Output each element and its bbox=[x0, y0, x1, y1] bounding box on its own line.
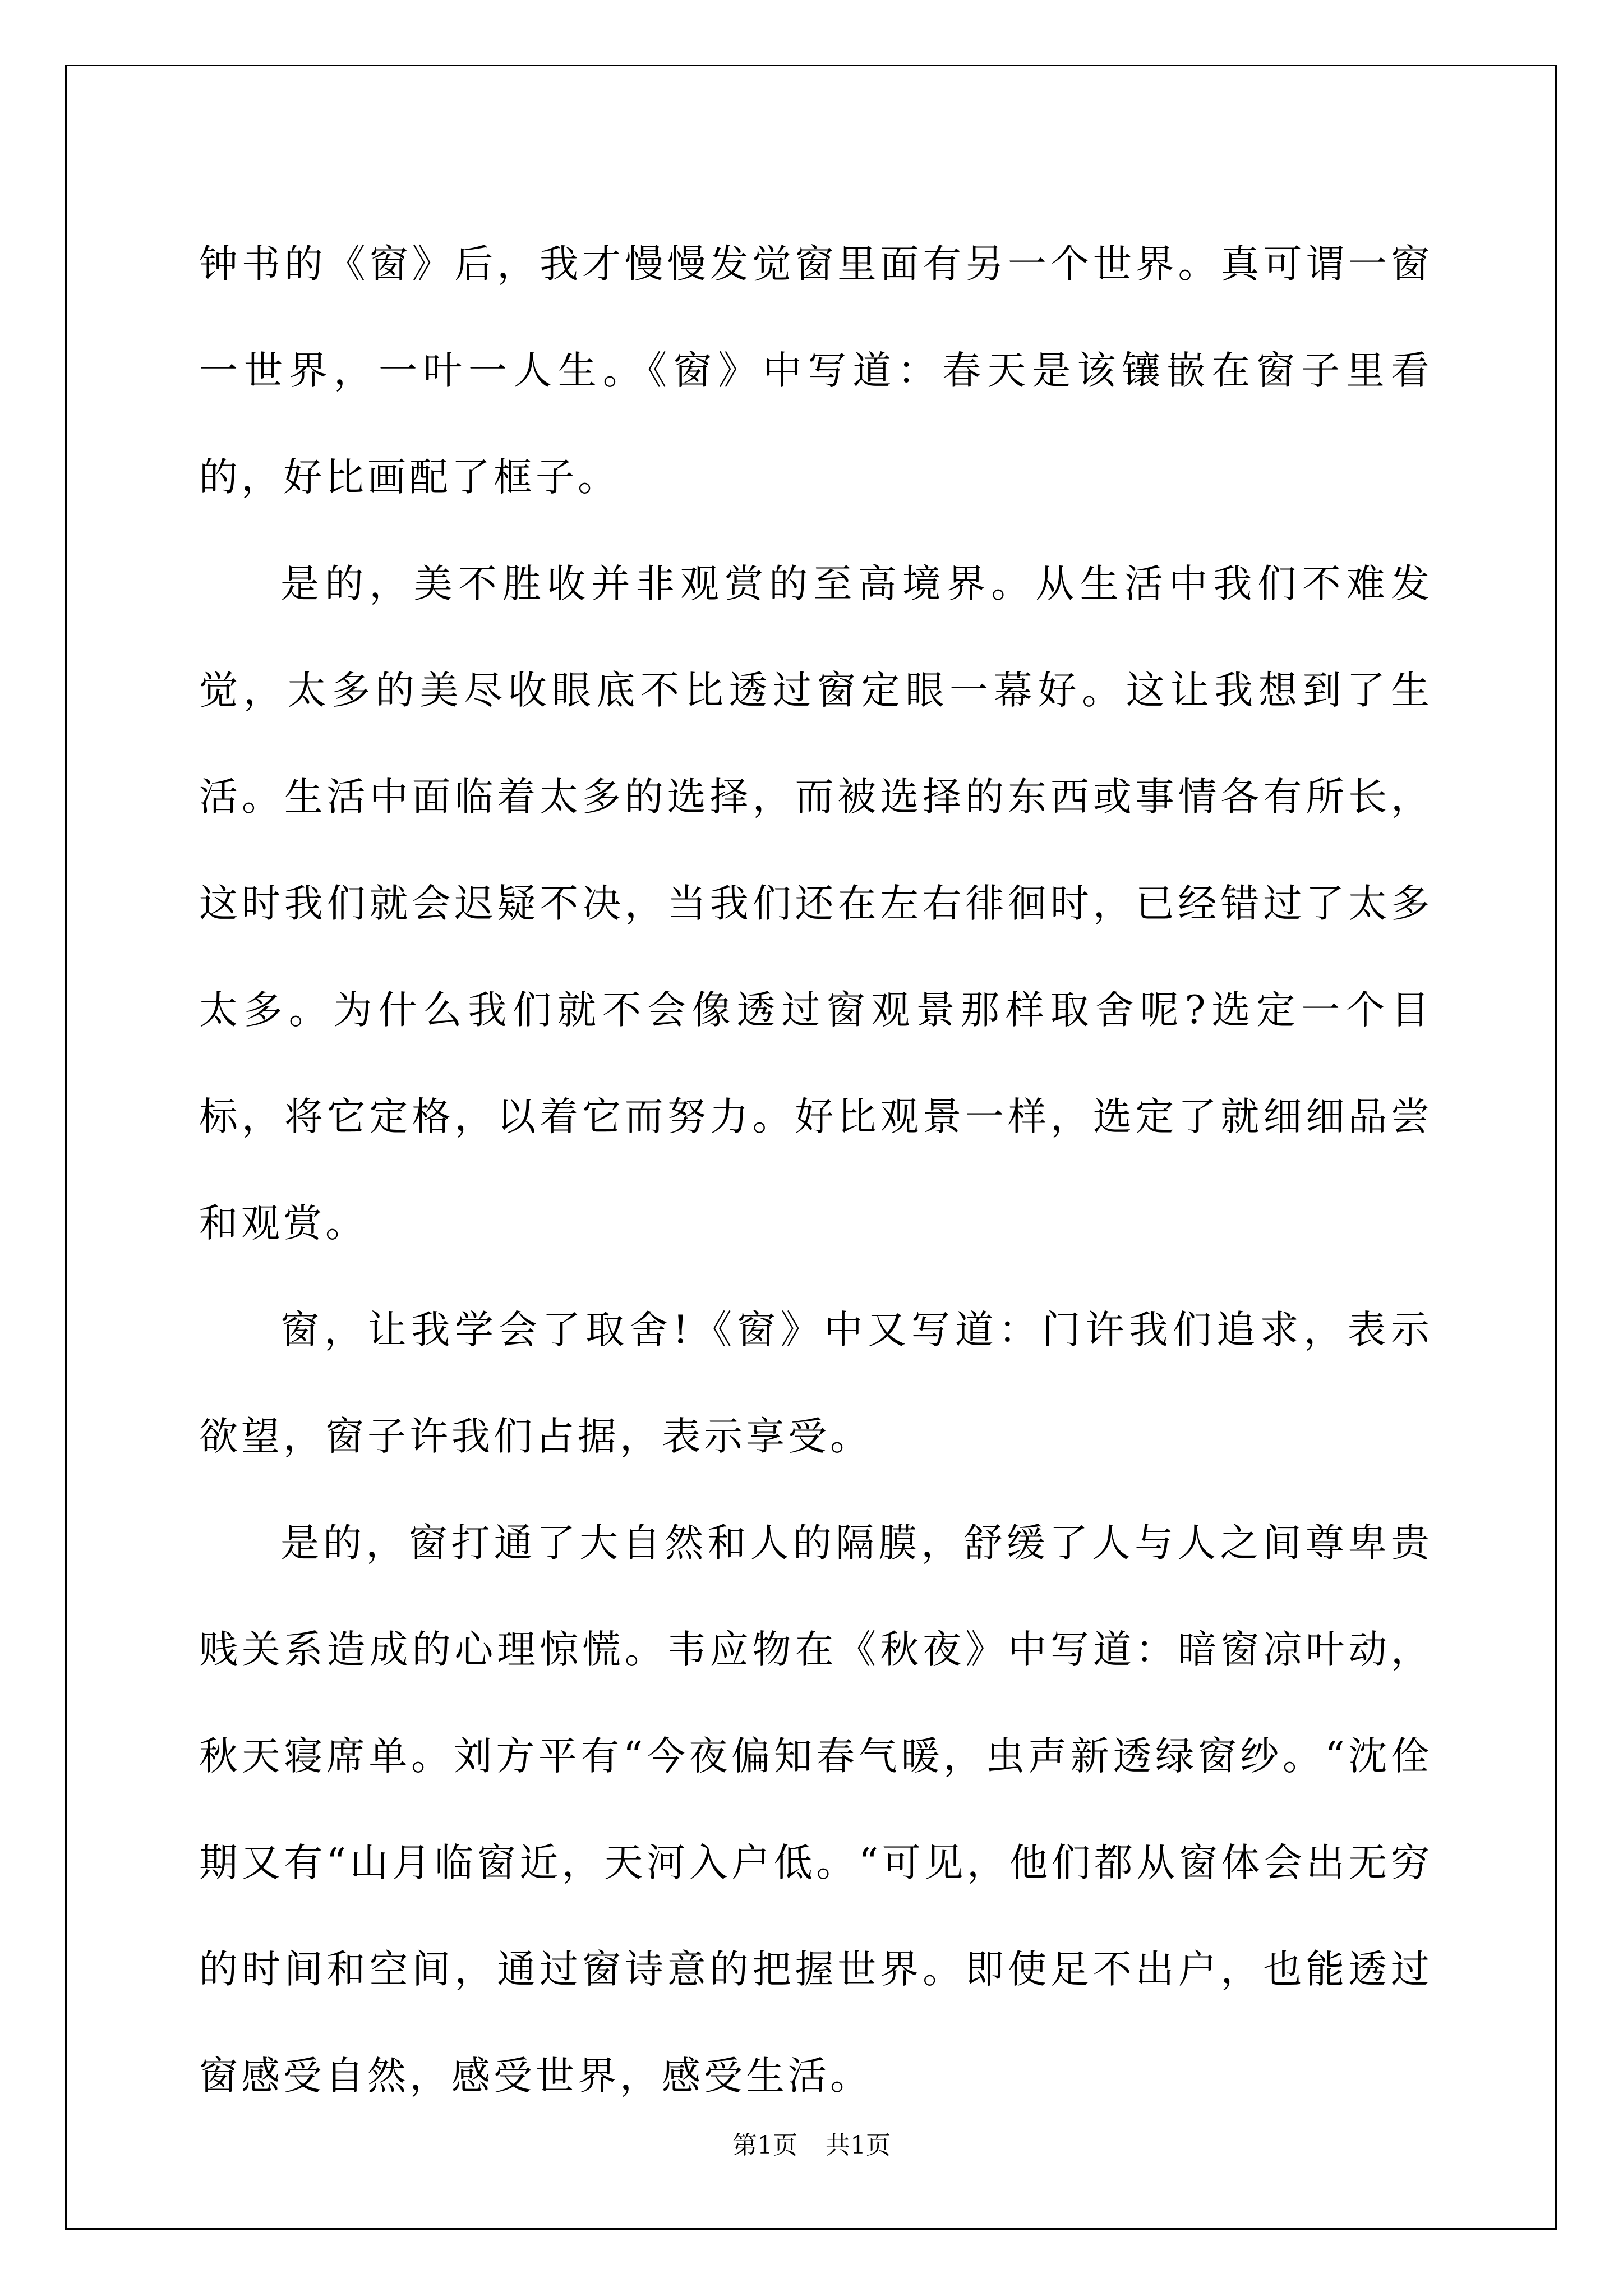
paragraph-1: 钟书的《窗》后，我才慢慢发觉窗里面有另一个世界。真可谓一窗一世界，一叶一人生。《窗》中写道：春天是该镶嵌在窗子里看的，好比画配了框子。 bbox=[199, 242, 1433, 500]
page-footer bbox=[0, 2129, 1623, 2162]
page-number-current: 第1页 bbox=[732, 2131, 797, 2160]
page-number-total: 共1页 bbox=[826, 2131, 891, 2160]
paragraph-4: 是的，窗打通了大自然和人的隔膜，舒缓了人与人之间尊卑贵贱关系造成的心理惊慌。韦应物在《秋夜》中写道：暗窗凉叶动，秋天寝席单。刘方平有“今夜偏知春气暖，虫声新透绿窗纱。“沈佺期又有“山月临窗近，天河入户低。“可见，他们都从窗体会出无穷的时间和空间，通过窗诗意的把握世界。即使足不出户，也能透过窗感受自然，感受世界，感受生活。 bbox=[199, 1521, 1433, 2099]
paragraph-2: 是的，美不胜收并非观赏的至高境界。从生活中我们不难发觉，太多的美尽收眼底不比透过窗定眼一幕好。这让我想到了生活。生活中面临着太多的选择，而被选择的东西或事情各有所长，这时我们就会迟疑不决，当我们还在左右徘徊时，已经错过了太多太多。为什么我们就不会像透过窗观景那样取舍呢?选定一个目标，将它定格，以着它而努力。好比观景一样，选定了就细细品尝和观赏。 bbox=[199, 562, 1433, 1246]
paragraph-3: 窗，让我学会了取舍!《窗》中又写道：门许我们追求，表示欲望，窗子许我们占据，表示享受。 bbox=[199, 1308, 1433, 1459]
document-body bbox=[199, 211, 1433, 2129]
